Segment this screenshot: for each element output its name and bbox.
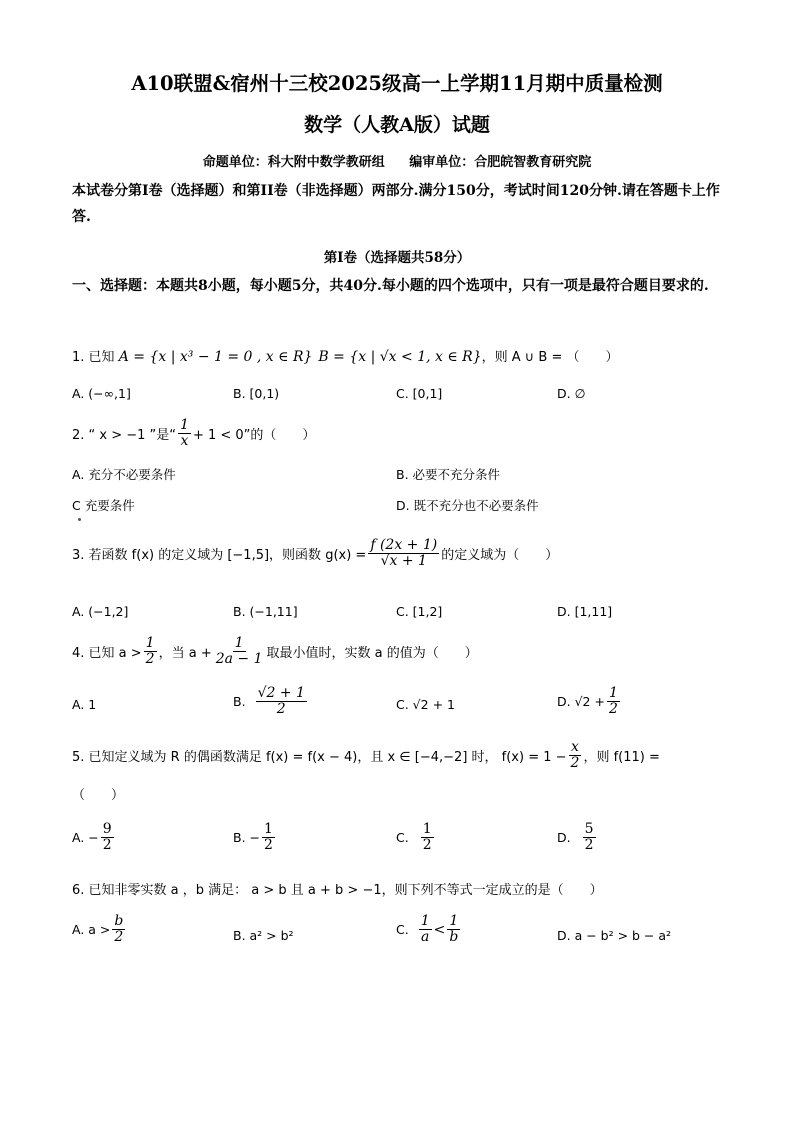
fraction: $\frac{1}{b}$: [449, 913, 459, 945]
author-unit: 命题单位：科大附中数学教研组: [202, 155, 385, 170]
q6-option-b[interactable]: B. a² > b²: [233, 928, 294, 943]
exam-title: A10联盟&宿州十三校2025级高一上学期11月期中质量检测: [131, 72, 663, 95]
q2-option-a[interactable]: A. 充分不必要条件: [72, 467, 176, 482]
option-label: D.: [557, 830, 571, 845]
question-text: 取最小值时，实数 a 的值为（ ）: [266, 646, 478, 661]
exam-instructions: 本试卷分第I卷（选择题）和第II卷（非选择题）两部分.满分150分，考试时间120分钟.请在答题卡上作答.: [72, 183, 720, 225]
question-number: 1.: [72, 350, 85, 365]
fraction: $\frac{1}{2}$: [608, 685, 618, 717]
section-title: 一、选择题：本题共8小题，每小题5分，共40分.每小题的四个选项中，只有一项是最符合题目要求的.: [72, 278, 709, 294]
question-4: [72, 636, 478, 667]
fraction: $\frac{b}{2}$: [114, 913, 124, 945]
fraction: $\frac{9}{2}$: [102, 821, 112, 853]
exam-units: [0, 151, 794, 170]
q6-option-c[interactable]: [396, 914, 462, 945]
q5-option-b[interactable]: [233, 822, 277, 853]
question-2: [72, 418, 315, 449]
q3-option-a[interactable]: A. (−1,2]: [72, 604, 129, 619]
q5-option-a[interactable]: [72, 822, 116, 853]
option-label: C.: [396, 830, 409, 845]
option-label: A. a >: [72, 922, 111, 937]
q2-option-d[interactable]: D. 既不充分也不必要条件: [396, 498, 539, 513]
stray-dot: [78, 518, 81, 521]
question-6: 6. 已知非零实数 a ，b 满足： a > b 且 a + b > −1，则下列不等式一定成立的是（ ）: [72, 883, 603, 898]
review-unit: 编审单位：合肥皖智教育研究院: [409, 155, 592, 170]
option-label: D. √2 +: [557, 694, 605, 709]
q4-option-b[interactable]: [233, 686, 309, 717]
fraction: $\frac{1}{2}$: [264, 821, 273, 853]
q3-option-d[interactable]: D. [1,11]: [557, 604, 613, 619]
question-text: 的定义域为（ ）: [441, 548, 559, 563]
fraction: $\frac{1}{a}$: [420, 913, 430, 945]
question-3: [72, 538, 558, 569]
q1-option-c[interactable]: C. [0,1]: [396, 386, 443, 401]
question-ask: ，则 A ∪ B = （ ）: [481, 350, 619, 365]
q1-option-b[interactable]: B. [0,1): [233, 386, 280, 401]
q2-option-c[interactable]: C 充要条件: [72, 498, 135, 513]
q6-option-a[interactable]: [72, 914, 127, 945]
set-a: A = {x | x³ − 1 = 0 , x ∈ R}: [118, 349, 313, 365]
question-5: [72, 740, 660, 771]
fraction: $\frac{5}{2}$: [584, 821, 594, 853]
q1-option-a[interactable]: A. (−∞,1]: [72, 386, 131, 401]
option-label: B. −: [233, 830, 260, 845]
q1-option-d[interactable]: D. ∅: [557, 386, 586, 401]
set-b: B = {x | √x < 1, x ∈ R}: [318, 349, 482, 365]
option-label: A. −: [72, 830, 99, 845]
question-text: + 1 < 0”的（ ）: [192, 428, 316, 443]
q4-option-c[interactable]: C. √2 + 1: [396, 697, 455, 712]
fraction: $\frac{f (2x + 1)}{√x + 1}$: [370, 537, 438, 569]
question-text: 3. 若函数 f(x) 的定义域为 [−1,5]，则函数 g(x) =: [72, 548, 367, 563]
q5-option-c[interactable]: [396, 822, 436, 853]
question-lead: 已知: [88, 350, 115, 365]
q3-option-b[interactable]: B. (−1,11]: [233, 604, 298, 619]
fraction: $\frac{1}{2}$: [145, 635, 155, 667]
question-1: [72, 346, 619, 365]
fraction: $\frac{1}{2a - 1}$: [215, 635, 263, 667]
answer-paren: （ ）: [72, 788, 125, 803]
question-text: 5. 已知定义域为 R 的偶函数满足 f(x) = f(x − 4)，且 x ∈ [−4,−2] 时， f(x) = 1 −: [72, 750, 567, 765]
fraction: $\frac{1}{x}$: [180, 417, 189, 449]
exam-subtitle: 数学（人教A版）试题: [304, 114, 490, 136]
option-label: C.: [396, 922, 409, 937]
q6-option-d[interactable]: D. a − b² > b − a²: [557, 928, 672, 943]
option-label: B.: [233, 694, 246, 709]
question-text: ，当 a +: [158, 646, 212, 661]
volume-title: 第I卷（选择题共58分）: [323, 250, 471, 266]
q4-option-a[interactable]: A. 1: [72, 697, 97, 712]
fraction: $\frac{1}{2}$: [422, 821, 432, 853]
fraction: $\frac{x}{2}$: [570, 739, 580, 771]
question-text: 4. 已知 a >: [72, 646, 142, 661]
fraction: $\frac{√2 + 1}{2}$: [257, 685, 305, 717]
q3-option-c[interactable]: C. [1,2]: [396, 604, 443, 619]
question-text: ，则 f(11) =: [583, 750, 660, 765]
less-than: <: [433, 921, 446, 938]
q2-option-b[interactable]: B. 必要不充分条件: [396, 467, 501, 482]
q5-option-d[interactable]: [557, 822, 598, 853]
question-text: 2. “ x > −1 ”是“: [72, 428, 177, 443]
q4-option-d[interactable]: [557, 686, 622, 717]
